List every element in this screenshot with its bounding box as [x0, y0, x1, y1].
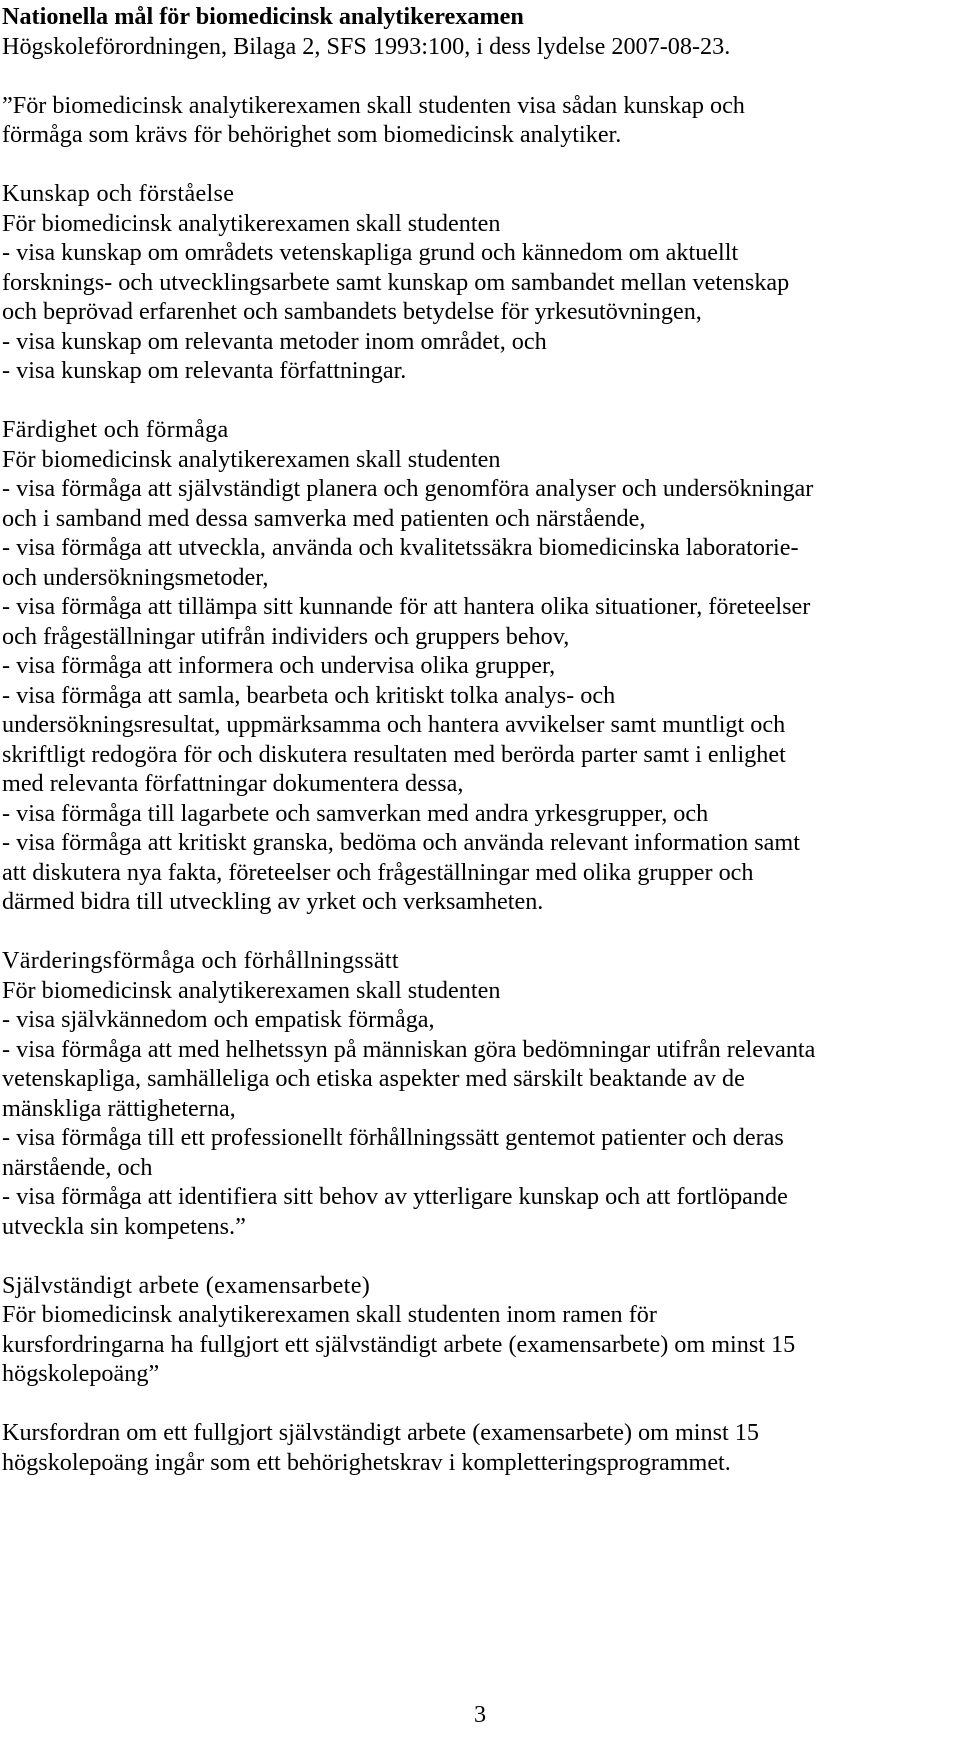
text-line: - visa kunskap om relevanta författningar.: [2, 357, 407, 384]
text-line: - visa förmåga att självständigt planera och genomföra analyser och undersökningar: [2, 475, 814, 502]
document-title: Nationella mål för biomedicinsk analytikerexamen: [2, 3, 524, 30]
text-line: - visa förmåga att med helhetssyn på människan göra bedömningar utifrån relevanta: [2, 1035, 816, 1063]
text-line: och frågeställningar utifrån individers och gruppers behov,: [2, 622, 570, 650]
text-line: ”För biomedicinsk analytikerexamen skall studenten visa sådan kunskap och: [2, 91, 745, 119]
section-heading: Självständigt arbete (examensarbete): [2, 1271, 371, 1299]
text-line: mänskliga rättigheterna,: [2, 1094, 236, 1122]
text-line: och i samband med dessa samverka med patienten och närstående,: [2, 504, 646, 532]
spacer: [2, 1241, 958, 1271]
text-line: Kursfordran om ett fullgjort självständigt arbete (examensarbete) om minst 15: [2, 1419, 759, 1446]
intro-paragraph: [2, 91, 958, 150]
text-line: och beprövad erfarenhet och sambandets betydelse för yrkesutövningen,: [2, 298, 702, 325]
closing-paragraph: [2, 1418, 958, 1477]
text-line: högskolepoäng ingår som ett behörighetskrav i kompletteringsprogrammet.: [2, 1448, 731, 1476]
text-line: och undersökningsmetoder,: [2, 563, 269, 591]
section-sjalvstandigt-arbete: [2, 1271, 958, 1389]
text-line: högskolepoäng”: [2, 1360, 160, 1387]
text-line: - visa självkännedom och empatisk förmåga,: [2, 1006, 435, 1033]
text-line: vetenskapliga, samhälleliga och etiska aspekter med särskilt beaktande av de: [2, 1065, 745, 1092]
section-heading: Kunskap och förståelse: [2, 180, 235, 207]
spacer: [2, 150, 958, 180]
text-line: - visa förmåga att tillämpa sitt kunnande för att hantera olika situationer, företeelser: [2, 593, 811, 620]
text-line: förmåga som krävs för behörighet som biomedicinsk analytiker.: [2, 121, 622, 148]
text-line: - visa kunskap om relevanta metoder inom området, och: [2, 327, 547, 355]
text-line: För biomedicinsk analytikerexamen skall studenten inom ramen för: [2, 1301, 657, 1328]
text-line: För biomedicinsk analytikerexamen skall studenten: [2, 976, 501, 1004]
section-vardering: [2, 946, 958, 1241]
text-line: forsknings- och utvecklingsarbete samt kunskap om sambandet mellan vetenskap: [2, 268, 790, 296]
text-line: - visa förmåga att samla, bearbeta och kritiskt tolka analys- och: [2, 681, 616, 709]
section-kunskap: [2, 179, 958, 386]
document-source: Högskoleförordningen, Bilaga 2, SFS 1993:100, i dess lydelse 2007-08-23.: [2, 32, 731, 60]
document-page: [2, 2, 958, 1477]
section-heading: Värderingsförmåga och förhållningssätt: [2, 947, 399, 974]
text-line: För biomedicinsk analytikerexamen skall studenten: [2, 209, 501, 237]
section-heading: Färdighet och förmåga: [2, 416, 229, 443]
text-line: med relevanta författningar dokumentera dessa,: [2, 770, 464, 797]
text-line: undersökningsresultat, uppmärksamma och hantera avvikelser samt muntligt och: [2, 711, 786, 738]
text-line: kursfordringarna ha fullgjort ett självständigt arbete (examensarbete) om minst 15: [2, 1330, 796, 1358]
text-line: - visa förmåga att informera och undervisa olika grupper,: [2, 652, 556, 679]
text-line: För biomedicinsk analytikerexamen skall studenten: [2, 445, 501, 473]
text-line: utveckla sin kompetens.”: [2, 1212, 246, 1240]
page-number: 3: [473, 1701, 487, 1728]
text-line: därmed bidra till utveckling av yrket och verksamheten.: [2, 888, 544, 915]
text-line: - visa förmåga att utveckla, använda och kvalitetssäkra biomedicinska laboratorie-: [2, 534, 799, 561]
text-line: - visa kunskap om områdets vetenskapliga grund och kännedom om aktuellt: [2, 239, 739, 266]
text-line: skriftligt redogöra för och diskutera resultaten med berörda parter samt i enlighet: [2, 740, 786, 768]
text-line: - visa förmåga att identifiera sitt behov av ytterligare kunskap och att fortlöpande: [2, 1183, 788, 1210]
text-line: att diskutera nya fakta, företeelser och frågeställningar med olika grupper och: [2, 858, 754, 886]
section-fardighet: [2, 415, 958, 917]
spacer: [2, 1389, 958, 1419]
spacer: [2, 386, 958, 416]
text-line: - visa förmåga till ett professionellt förhållningssätt gentemot patienter och deras: [2, 1124, 784, 1151]
spacer: [2, 917, 958, 947]
text-line: närstående, och: [2, 1153, 153, 1181]
text-line: - visa förmåga till lagarbete och samverkan med andra yrkesgrupper, och: [2, 799, 709, 827]
text-line: - visa förmåga att kritiskt granska, bedöma och använda relevant information samt: [2, 829, 800, 856]
spacer: [2, 61, 958, 91]
